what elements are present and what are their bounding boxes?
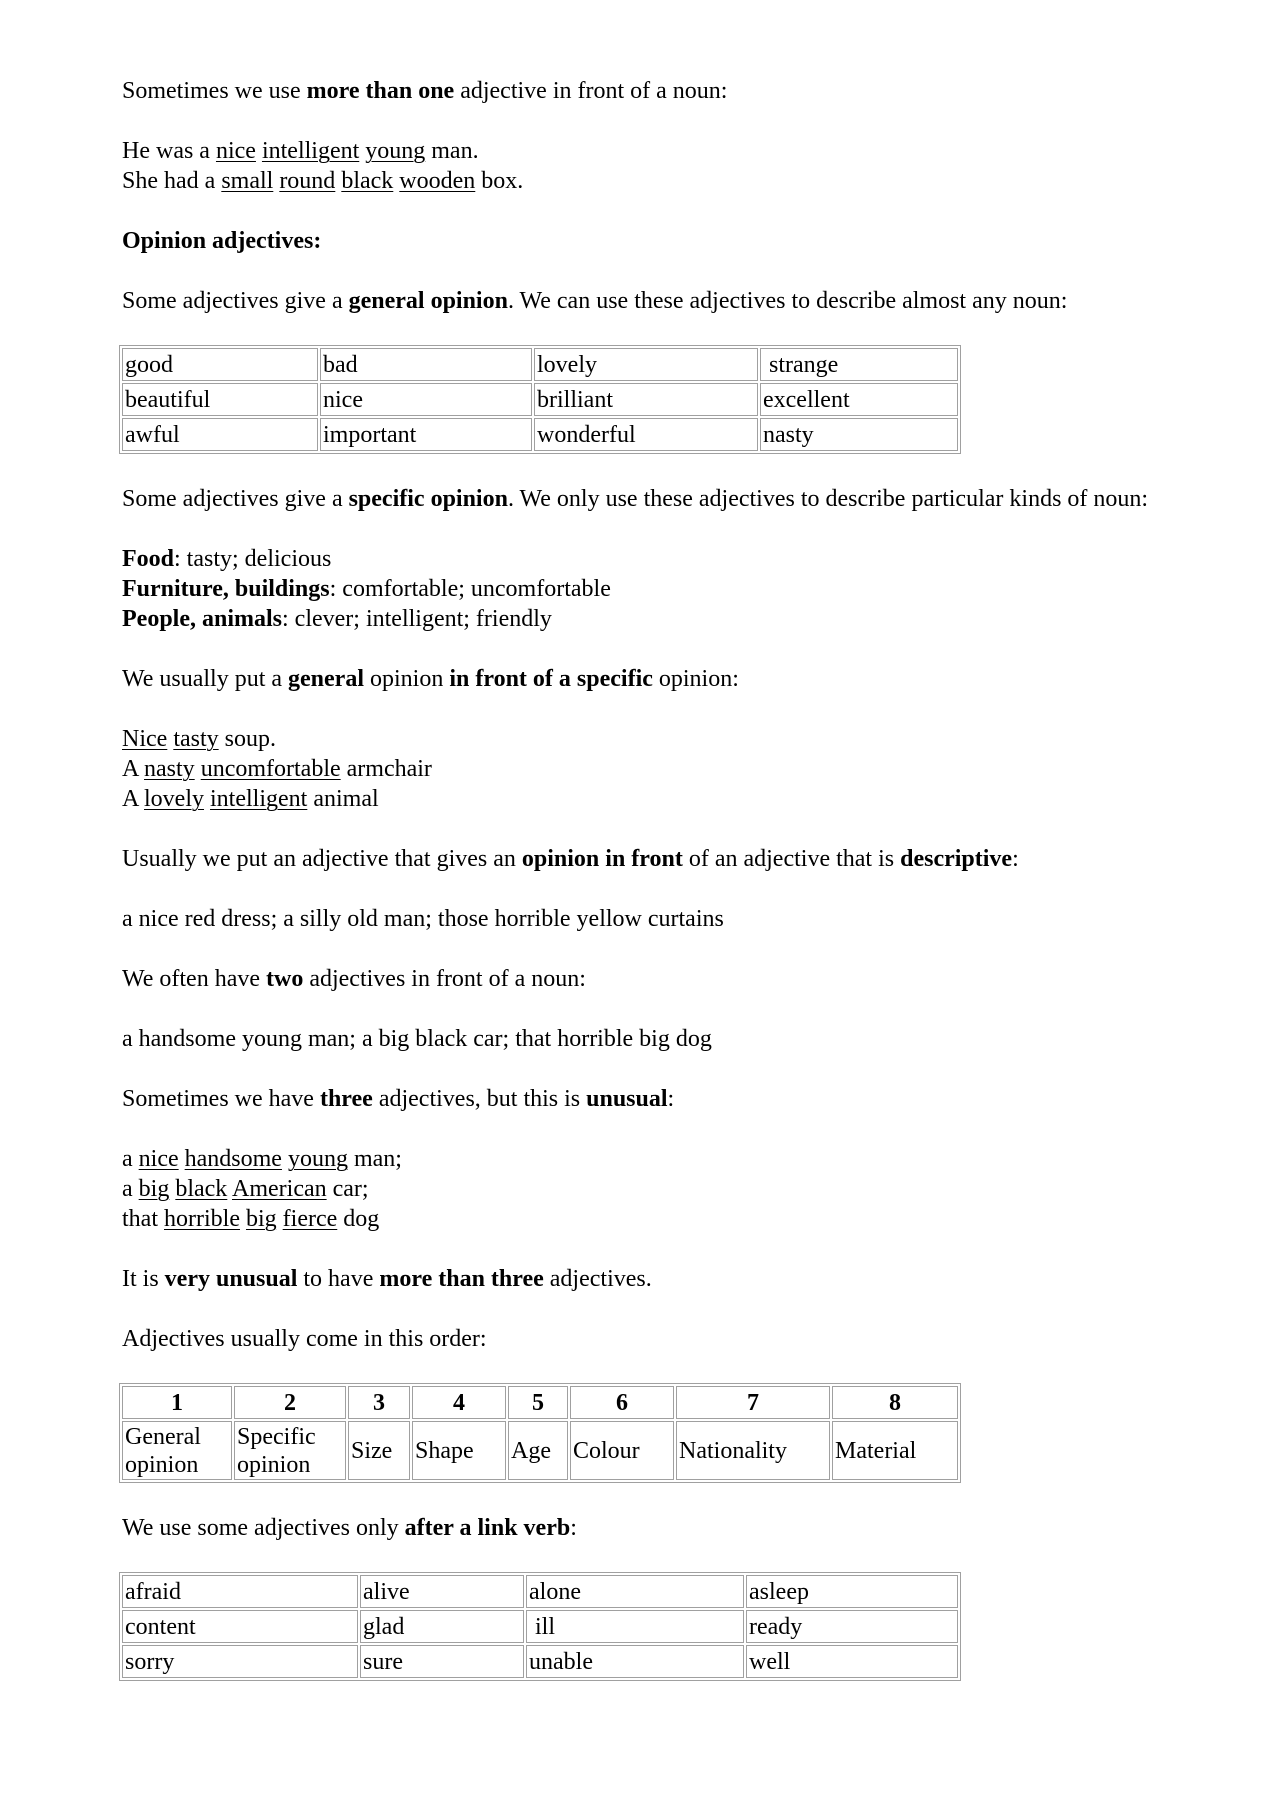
general-before-specific-paragraph: We usually put a general opinion in front of a specific opinion: [122,666,739,692]
two-adjectives-paragraph: We often have two adjectives in front of a noun: [122,966,586,992]
order-number: 4 [412,1386,506,1419]
category-line: People, animals: clever; intelligent; friendly [122,606,552,632]
table-cell: nasty [760,418,958,451]
order-number: 6 [570,1386,674,1419]
table-cell: awful [122,418,318,451]
table-cell: beautiful [122,383,318,416]
general-opinion-paragraph: Some adjectives give a general opinion. We can use these adjectives to describe almost any noun: [122,288,1068,314]
table-cell: excellent [760,383,958,416]
table-row [122,1386,958,1419]
table-cell: wonderful [534,418,758,451]
descriptive-paragraph: Usually we put an adjective that gives an opinion in front of an adjective that is descriptive: [122,846,1019,872]
table-cell: asleep [746,1575,958,1608]
adjective-order-table [119,1383,961,1483]
table-row [122,1645,958,1678]
table-cell: lovely [534,348,758,381]
order-number: 5 [508,1386,568,1419]
order-number: 1 [122,1386,232,1419]
category-line: Furniture, buildings: comfortable; uncomfortable [122,576,611,602]
link-verb-paragraph: We use some adjectives only after a link verb: [122,1515,577,1541]
example-sentence: He was a nice intelligent young man. [122,138,479,164]
table-cell: glad [360,1610,524,1643]
three-adjectives-paragraph: Sometimes we have three adjectives, but this is unusual: [122,1086,675,1112]
descriptive-examples: a nice red dress; a silly old man; those horrible yellow curtains [122,906,724,932]
link-verb-table [119,1572,961,1681]
order-label: Size [348,1421,410,1480]
document-page [122,76,1182,1681]
table-cell: brilliant [534,383,758,416]
table-row [122,1575,958,1608]
order-number: 2 [234,1386,346,1419]
table-row [122,418,958,451]
table-cell: ill [526,1610,744,1643]
order-label: Material [832,1421,958,1480]
table-cell: good [122,348,318,381]
order-number: 8 [832,1386,958,1419]
example-sentence: that horrible big fierce dog [122,1206,380,1232]
order-label: Nationality [676,1421,830,1480]
table-row [122,383,958,416]
order-label: Age [508,1421,568,1480]
order-intro: Adjectives usually come in this order: [122,1326,487,1352]
specific-opinion-paragraph: Some adjectives give a specific opinion. We only use these adjectives to describe particular kinds of noun: [122,486,1149,512]
order-label: Shape [412,1421,506,1480]
table-row [122,348,958,381]
table-cell: content [122,1610,358,1643]
general-opinion-table [119,345,961,454]
section-heading: Opinion adjectives: [122,228,322,254]
two-adjectives-examples: a handsome young man; a big black car; that horrible big dog [122,1026,712,1052]
order-number: 7 [676,1386,830,1419]
table-cell: alive [360,1575,524,1608]
table-cell: afraid [122,1575,358,1608]
example-sentence: A nasty uncomfortable armchair [122,756,432,782]
table-cell: sorry [122,1645,358,1678]
example-sentence: A lovely intelligent animal [122,786,379,812]
example-sentence: a nice handsome young man; [122,1146,402,1172]
table-cell: sure [360,1645,524,1678]
table-cell: bad [320,348,532,381]
very-unusual-paragraph: It is very unusual to have more than three adjectives. [122,1266,652,1292]
category-line: Food: tasty; delicious [122,546,332,572]
table-cell: strange [760,348,958,381]
table-row [122,1421,958,1480]
order-label: Specific opinion [234,1421,346,1480]
table-cell: well [746,1645,958,1678]
example-sentence: a big black American car; [122,1176,369,1202]
order-label: Colour [570,1421,674,1480]
order-label: General opinion [122,1421,232,1480]
intro-paragraph: Sometimes we use more than one adjective in front of a noun: [122,78,728,104]
table-cell: important [320,418,532,451]
example-sentence: She had a small round black wooden box. [122,168,524,194]
table-row [122,1610,958,1643]
order-number: 3 [348,1386,410,1419]
table-cell: ready [746,1610,958,1643]
table-cell: unable [526,1645,744,1678]
table-cell: alone [526,1575,744,1608]
table-cell: nice [320,383,532,416]
example-sentence: Nice tasty soup. [122,726,276,752]
